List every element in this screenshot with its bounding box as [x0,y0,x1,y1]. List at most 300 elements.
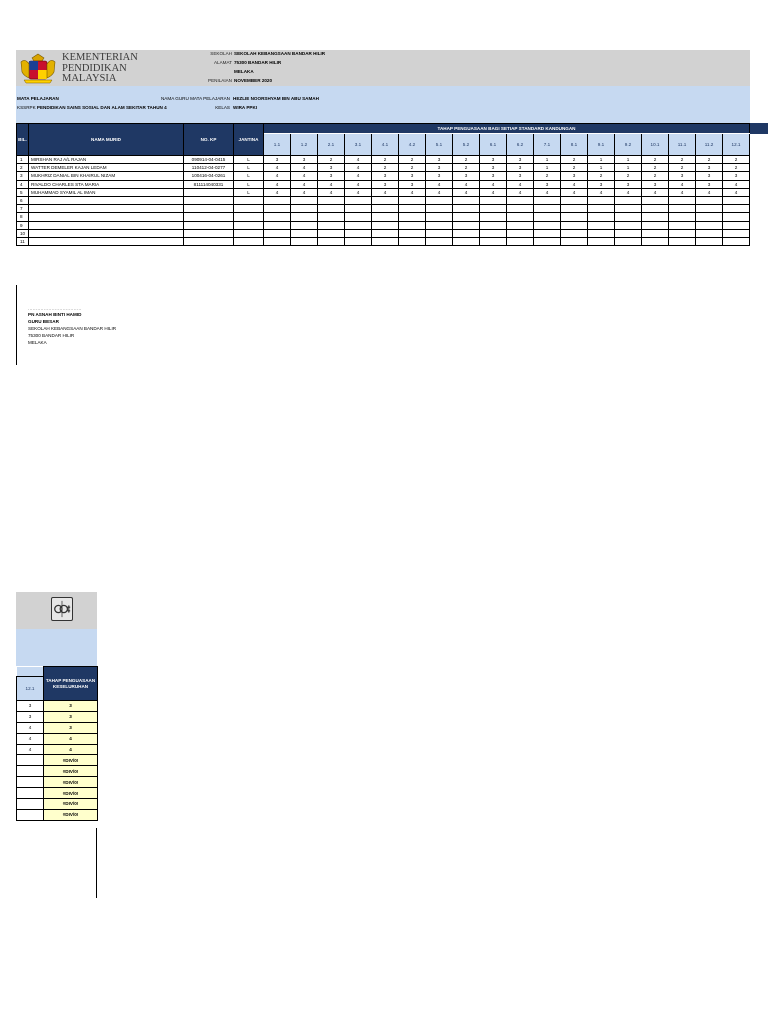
score-cell [534,213,561,221]
score-cell: 4 [561,188,588,196]
score-cell [561,213,588,221]
score-cell [534,229,561,237]
score-cell: 4 [345,156,372,164]
table-row [17,172,750,180]
score-cell: 4 [264,188,291,196]
score-cell: 4 [507,188,534,196]
header-kp: NO. KP [184,124,234,156]
score-cell [372,213,399,221]
score-cell: 2 [318,156,345,164]
score-cell: 4 [345,164,372,172]
score-cell: 3 [318,172,345,180]
score-cell [291,205,318,213]
score-cell [561,221,588,229]
table-row [17,221,750,229]
score-cell: 4 [480,180,507,188]
score-cell [507,196,534,204]
score-cell: 4 [426,188,453,196]
score-cell [642,221,669,229]
score-cell [561,205,588,213]
score-cell [534,205,561,213]
header-standard: 6.1 [480,134,507,156]
score-cell: 4 [426,180,453,188]
score-cell [17,788,44,799]
score-cell: 4 [534,188,561,196]
score-cell: 4 [291,180,318,188]
overall-score-cell: 3 [44,722,98,733]
score-cell [372,229,399,237]
score-cell: 4 [318,188,345,196]
score-cell [480,196,507,204]
score-cell [480,213,507,221]
score-cell [264,196,291,204]
student-name [29,221,184,229]
student-name: WATTER DEMELER KAJAN LEDAM [29,164,184,172]
score-cell [561,196,588,204]
header-standard: 11.1 [669,134,696,156]
score-cell: 4 [453,180,480,188]
student-name: MIRSHAN RAJ A/L RAJAN [29,156,184,164]
score-cell [642,213,669,221]
fragment-subject-band [16,629,97,666]
score-cell [696,196,723,204]
row-number: 2 [17,164,29,172]
score-cell: 4 [723,180,750,188]
student-gender: L [234,156,264,164]
score-cell: 2 [615,172,642,180]
score-cell [507,229,534,237]
assessment-table [16,123,750,246]
score-cell [318,237,345,245]
student-rows [17,156,750,246]
student-name [29,213,184,221]
score-cell [345,237,372,245]
score-cell [453,229,480,237]
score-cell [399,205,426,213]
score-cell: 2 [642,156,669,164]
score-cell [345,221,372,229]
overall-std-header: 12.1 [17,677,44,701]
header-gender: JANTINA [234,124,264,156]
score-cell [453,213,480,221]
score-cell [399,221,426,229]
score-cell [723,213,750,221]
score-cell: 3 [696,164,723,172]
score-cell [264,213,291,221]
score-cell [669,237,696,245]
score-cell: 3 [17,711,44,722]
score-cell: 4 [345,172,372,180]
score-cell: 4 [264,164,291,172]
score-cell: 4 [588,188,615,196]
score-cell [17,809,44,820]
score-cell: 3 [723,172,750,180]
score-cell [291,221,318,229]
score-cell: 3 [426,156,453,164]
score-cell [264,237,291,245]
score-cell: 3 [264,156,291,164]
table-row [17,196,750,204]
table-row [17,777,98,788]
student-gender [234,229,264,237]
score-cell [318,213,345,221]
score-cell [669,213,696,221]
score-cell [17,777,44,788]
student-name: RIVALDO CHARLES STA MARIA [29,180,184,188]
score-cell: 3 [669,172,696,180]
signature-state: MELAKA [28,340,47,345]
score-cell: 4 [17,744,44,755]
score-cell [426,221,453,229]
score-cell: 3 [615,180,642,188]
overall-score-cell: 3 [44,711,98,722]
score-cell [561,229,588,237]
score-cell [345,213,372,221]
score-cell: 2 [669,156,696,164]
score-cell: 3 [507,172,534,180]
student-kp: 090914-04-0415 [184,156,234,164]
score-cell [669,196,696,204]
header-bil: BIL. [17,124,29,156]
score-cell: 4 [507,180,534,188]
score-cell [669,205,696,213]
header-standard: 12.1 [723,134,750,156]
score-cell: 3 [453,172,480,180]
row-number: 5 [17,188,29,196]
score-cell [264,229,291,237]
score-cell [399,229,426,237]
score-cell: 3 [696,180,723,188]
score-cell [372,196,399,204]
score-cell [588,205,615,213]
score-cell [318,196,345,204]
score-cell [534,196,561,204]
score-cell [588,213,615,221]
table-row [17,205,750,213]
teacher-info: NAMA GURU MATA PELAJARAN HEZLIE NOORSHYAM BIN ABU SAMAH [160,96,319,101]
score-cell: 3 [507,164,534,172]
score-cell [723,221,750,229]
student-gender: L [234,164,264,172]
table-row [17,701,98,712]
overall-score-cell: 3 [44,701,98,712]
table-row [17,711,98,722]
student-name [29,196,184,204]
score-cell [291,229,318,237]
overall-score-cell: 4 [44,733,98,744]
ministry-name: KEMENTERIAN PENDIDIKAN MALAYSIA [62,52,138,84]
table-row [17,755,98,766]
table-row [17,213,750,221]
score-cell [318,229,345,237]
header-standard: 5.2 [453,134,480,156]
table-row [17,766,98,777]
score-cell [615,221,642,229]
score-cell: 3 [372,180,399,188]
header-standard: 6.2 [507,134,534,156]
score-cell [345,229,372,237]
header-standard: 4.1 [372,134,399,156]
overall-score-cell: #DIV/0! [44,777,98,788]
student-gender [234,205,264,213]
info-school: SEKOLAH SEKOLAH KEBANGSAAN BANDAR HILIR [210,51,326,56]
table-row [17,744,98,755]
overall-score-cell: #DIV/0! [44,799,98,810]
row-number: 8 [17,213,29,221]
student-gender: L [234,172,264,180]
row-number: 6 [17,196,29,204]
score-cell: 3 [318,164,345,172]
score-cell [426,237,453,245]
student-name: MUHAMMAD SYAMIL AL IMAN [29,188,184,196]
score-cell: 2 [723,164,750,172]
score-cell [480,205,507,213]
score-cell [615,213,642,221]
student-kp [184,221,234,229]
score-cell [723,196,750,204]
score-cell: 2 [588,172,615,180]
score-cell [264,205,291,213]
score-cell [615,237,642,245]
score-cell: 3 [399,172,426,180]
row-number: 11 [17,237,29,245]
table-row [17,229,750,237]
score-cell: 2 [534,172,561,180]
score-cell [723,237,750,245]
score-cell: 2 [696,156,723,164]
score-cell [642,196,669,204]
score-cell [615,196,642,204]
score-cell [480,221,507,229]
score-cell: 3 [372,172,399,180]
student-kp [184,237,234,245]
student-gender: L [234,180,264,188]
score-cell [372,205,399,213]
header-standard: 2.1 [318,134,345,156]
overall-rows [17,701,98,821]
score-cell [642,229,669,237]
score-cell: 3 [17,701,44,712]
header-standard: 7.1 [534,134,561,156]
score-cell [345,196,372,204]
score-cell: 3 [507,156,534,164]
score-cell [561,237,588,245]
overall-score-cell: #DIV/0! [44,766,98,777]
score-cell: 4 [696,188,723,196]
student-kp [184,213,234,221]
score-cell: 3 [696,172,723,180]
overall-table [16,666,98,821]
score-cell [696,213,723,221]
score-cell: 2 [642,164,669,172]
row-number: 4 [17,180,29,188]
score-cell [291,213,318,221]
score-cell: 4 [264,180,291,188]
student-name [29,205,184,213]
score-cell [588,221,615,229]
info-assessment: PENILAIAN NOVEMBER 2020 [208,78,273,83]
score-cell: 2 [723,156,750,164]
ministry-logo [18,51,138,85]
row-number: 1 [17,156,29,164]
subject-name: KSSRPK PENDIDIKAN SAINS SOSIAL DAN ALAM SEKITAR TAHUN 4 [17,105,167,110]
score-cell [696,229,723,237]
overall-blank-header [17,667,44,677]
score-cell [17,755,44,766]
score-cell: 4 [615,188,642,196]
student-gender [234,237,264,245]
score-cell: 3 [426,164,453,172]
score-cell [17,766,44,777]
score-cell [642,237,669,245]
row-number: 9 [17,221,29,229]
header-standard: 11.2 [696,134,723,156]
student-kp [184,196,234,204]
student-kp [184,229,234,237]
subject-label: MATA PELAJARAN [17,96,59,101]
score-cell [291,237,318,245]
score-cell [615,205,642,213]
student-name: MUKHRIZ DANIAL BIN KHAIRUL NIZAM [29,172,184,180]
overall-score-cell: #DIV/0! [44,788,98,799]
score-cell [507,213,534,221]
header-tahap: TAHAP PENGUASAAN BAGI SETIAP STANDARD KANDUNGAN [264,124,750,134]
student-name [29,229,184,237]
table-row [17,809,98,820]
score-cell [345,205,372,213]
row-number: 7 [17,205,29,213]
score-cell [399,196,426,204]
student-gender: L [234,188,264,196]
score-cell: 3 [291,156,318,164]
table-row [17,799,98,810]
score-cell: 4 [345,180,372,188]
overall-score-cell: 4 [44,744,98,755]
score-cell [426,196,453,204]
score-cell [507,237,534,245]
score-cell: 1 [588,164,615,172]
score-cell: 4 [17,722,44,733]
header-overflow-fragment [750,123,768,134]
score-cell: 3 [561,172,588,180]
score-cell [588,196,615,204]
score-cell [426,213,453,221]
score-cell: 4 [723,188,750,196]
score-cell: 1 [615,164,642,172]
image-placeholder-icon [51,597,73,621]
score-cell [507,205,534,213]
score-cell: 4 [345,188,372,196]
score-cell: 4 [264,172,291,180]
table-row [17,164,750,172]
header-standard: 4.2 [399,134,426,156]
score-cell [669,221,696,229]
overall-header: TAHAP PENGUASAAN KESELURUHAN [44,667,98,701]
score-cell: 4 [399,188,426,196]
score-cell [723,229,750,237]
score-cell: 3 [399,180,426,188]
score-cell: 4 [291,188,318,196]
student-kp: 110412-04-0277 [184,164,234,172]
score-cell: 2 [372,164,399,172]
score-cell: 1 [588,156,615,164]
score-cell: 4 [17,733,44,744]
score-cell [615,229,642,237]
row-number: 10 [17,229,29,237]
score-cell [588,229,615,237]
table-row [17,156,750,164]
score-cell: 3 [588,180,615,188]
left-border-line [16,285,17,365]
student-gender [234,213,264,221]
score-cell: 2 [399,156,426,164]
score-cell: 4 [291,164,318,172]
class-info: KELAS WIRA PPKI [215,105,258,110]
signature-line: .................................. [28,306,82,311]
header-standard: 9.1 [588,134,615,156]
header-standard: 3.1 [345,134,372,156]
score-cell [696,205,723,213]
headmaster-title: GURU BESAR [28,319,59,324]
score-cell [399,237,426,245]
score-cell [453,237,480,245]
score-cell [372,221,399,229]
score-cell [372,237,399,245]
score-cell [723,205,750,213]
header-standard: 1.2 [291,134,318,156]
score-cell [507,221,534,229]
score-cell [17,799,44,810]
score-cell: 4 [561,180,588,188]
student-kp [184,205,234,213]
score-cell [696,237,723,245]
table-row [17,733,98,744]
score-cell: 2 [453,156,480,164]
score-cell: 4 [318,180,345,188]
header-standard: 5.1 [426,134,453,156]
score-cell [534,221,561,229]
score-cell [453,221,480,229]
header-standard: 9.2 [615,134,642,156]
score-cell [318,221,345,229]
student-gender [234,196,264,204]
table-row [17,180,750,188]
table-row [17,188,750,196]
score-cell: 3 [480,156,507,164]
student-kp: 100416-04-0261 [184,172,234,180]
row-number: 3 [17,172,29,180]
score-cell: 3 [480,164,507,172]
score-cell: 2 [642,172,669,180]
fragment-left-line [96,828,97,898]
header-standard: 1.1 [264,134,291,156]
info-address: ALAMAT 75300 BANDAR HILIR [213,60,282,65]
score-cell: 3 [642,180,669,188]
score-cell: 3 [480,172,507,180]
malaysia-crest-icon [18,52,58,84]
score-cell: 1 [615,156,642,164]
headmaster-name: PN ASNAH BINTI HAMID [28,312,82,317]
score-cell: 4 [291,172,318,180]
overall-score-cell: #DIV/0! [44,755,98,766]
score-cell [453,196,480,204]
header-name: NAMA MURID [29,124,184,156]
overall-score-cell: #DIV/0! [44,809,98,820]
score-cell: 4 [480,188,507,196]
score-cell [480,237,507,245]
header-standard: 10.1 [642,134,669,156]
score-cell: 2 [561,156,588,164]
